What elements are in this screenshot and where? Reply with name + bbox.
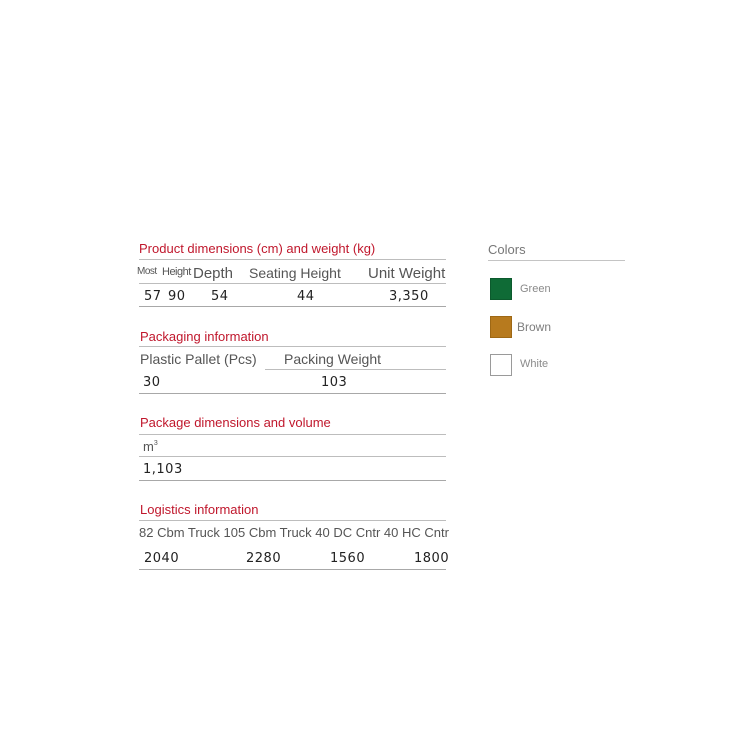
package-volume-header-divider	[139, 456, 446, 457]
value-seating-height: 44	[297, 289, 315, 304]
package-volume-title-divider	[139, 434, 446, 435]
value-volume: 1,103	[143, 462, 183, 477]
color-label-brown: Brown	[517, 320, 552, 334]
package-volume-values-divider	[139, 480, 446, 481]
value-plastic-pallet: 30	[143, 375, 161, 390]
color-swatch-green[interactable]	[490, 278, 512, 300]
header-height: Height	[162, 266, 191, 278]
logistics-title-divider	[139, 520, 446, 521]
value-most: 57	[144, 289, 162, 304]
value-82-cbm-truck: 2040	[144, 551, 180, 566]
logistics-values-divider	[139, 569, 446, 570]
value-40-hc-cntr: 1800	[414, 551, 450, 566]
volume-unit-superscript: 3	[153, 440, 158, 447]
product-header-divider	[139, 283, 446, 284]
header-most: Most	[137, 266, 157, 277]
value-105-cbm-truck: 2280	[246, 551, 282, 566]
color-swatch-white[interactable]	[490, 354, 512, 376]
packaging-values-divider	[139, 393, 446, 394]
product-dimensions-title: Product dimensions (cm) and weight (kg)	[139, 241, 376, 256]
color-label-white: White	[520, 358, 549, 370]
product-title-divider	[139, 259, 446, 260]
header-depth: Depth	[193, 265, 234, 282]
value-40-dc-cntr: 1560	[330, 551, 366, 566]
header-unit-weight: Unit Weight	[368, 265, 446, 282]
value-height: 90	[168, 289, 186, 304]
packaging-header-divider	[265, 369, 446, 370]
colors-title: Colors	[488, 242, 526, 257]
logistics-headers: 82 Cbm Truck 105 Cbm Truck 40 DC Cntr 40 HC Cntr	[139, 525, 449, 540]
color-label-green: Green	[520, 283, 551, 295]
logistics-title: Logistics information	[140, 502, 259, 517]
value-unit-weight: 3,350	[389, 289, 429, 304]
color-swatch-brown[interactable]	[490, 316, 512, 338]
value-packing-weight: 103	[321, 375, 348, 390]
product-values-divider	[139, 306, 446, 307]
packaging-title-divider	[139, 346, 446, 347]
packaging-title: Packaging information	[140, 329, 269, 344]
header-seating-height: Seating Height	[249, 265, 341, 281]
volume-unit: m	[143, 439, 154, 454]
header-volume-unit	[143, 439, 158, 454]
header-plastic-pallet: Plastic Pallet (Pcs)	[140, 351, 257, 367]
colors-title-divider	[488, 260, 625, 261]
header-packing-weight: Packing Weight	[284, 351, 382, 367]
package-volume-title: Package dimensions and volume	[140, 415, 331, 430]
value-depth: 54	[211, 289, 229, 304]
